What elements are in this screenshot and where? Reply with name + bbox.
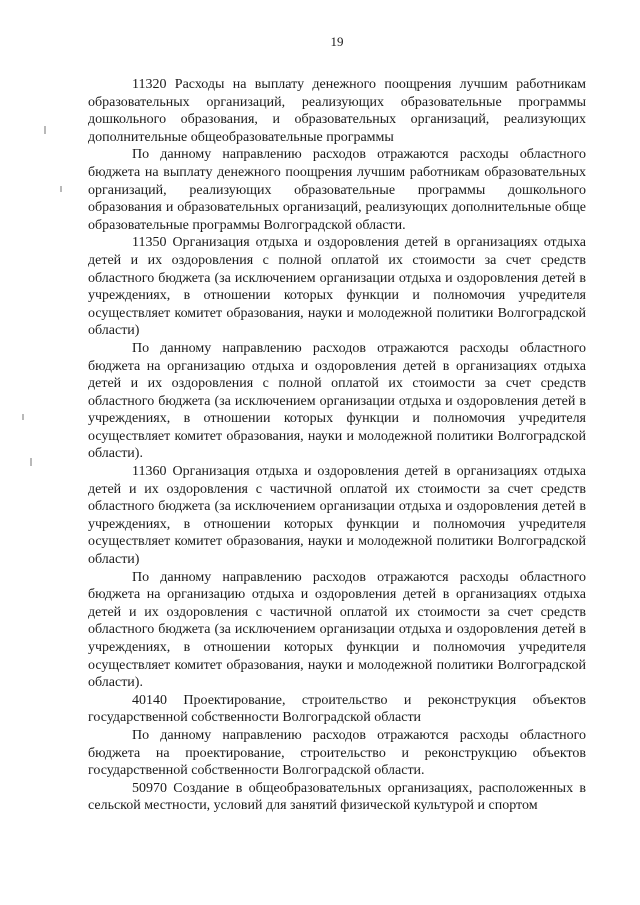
paragraph-50970-heading: 50970 Создание в общеобразовательных организациях, расположенных в сельской местности, условий для занятий физической культурой и спортом (88, 780, 586, 814)
scan-mark (30, 458, 32, 466)
paragraph-11350-description: По данному направлению расходов отражаются расходы областного бюджета на организацию отдыха и оздоровления детей в организациях отдыха детей и их оздоровления с полной оплатой их стоимости за счет средств областного бюджета (за исключением организации отдыха и оздоровления детей в учреждениях, в отношении которых функции и полномочия учредителя осуществляет комитет образования, науки и молодежной политики Волгоградской области). (88, 340, 586, 462)
paragraph-40140-heading: 40140 Проектирование, строительство и реконструкция объектов государственной собственности Волгоградской области (88, 692, 586, 726)
page-number: 19 (330, 34, 344, 49)
scan-mark (22, 414, 24, 420)
paragraph-11360-heading: 11360 Организация отдыха и оздоровления детей в организациях отдыха детей и их оздоровления с частичной оплатой их стоимости за счет средств областного бюджета (за исключением организации отдыха и оздоровления детей в учреждениях, в отношении которых функции и полномочия учредителя осуществляет комитет образования, науки и молодежной политики Волгоградской области) (88, 464, 586, 568)
paragraph-11350-heading: 11350 Организация отдыха и оздоровления детей в организациях отдыха детей и их оздоровления с полной оплатой их стоимости за счет средств областного бюджета (за исключением организации отдыха и оздоровления детей в учреждениях, в отношении которых функции и полномочия учредителя осуществляет комитет образования, науки и молодежной политики Волгоградской области) (88, 235, 586, 339)
scan-mark (60, 186, 62, 192)
paragraph-40140-description: По данному направлению расходов отражаются расходы областного бюджета на проектирование, строительство и реконструкцию объектов государственной собственности Волгоградской области. (88, 727, 586, 779)
scan-mark (44, 126, 46, 134)
paragraph-11320-heading: 11320 Расходы на выплату денежного поощрения лучшим работникам образовательных организаций, реализующих образовательные программы дошкольного образования, и образовательных организаций, реализующих дополнительные общеобразовательные программы (88, 77, 586, 145)
paragraph-11320-description: По данному направлению расходов отражаются расходы областного бюджета на выплату денежного поощрения лучшим работникам образовательных организаций, реализующих образовательные программы дошкольного образования и образовательных организаций, реализующих дополнительные обще образовательные программы Волгоградской области. (88, 147, 586, 233)
paragraph-11360-description: По данному направлению расходов отражаются расходы областного бюджета на организацию отдыха и оздоровления детей в организациях отдыха детей и их оздоровления с частичной оплатой их стоимости за счет средств областного бюджета (за исключением организации отдыха и оздоровления детей в учреждениях, в отношении которых функции и полномочия учредителя осуществляет комитет образования, науки и молодежной политики Волгоградской области). (88, 569, 586, 691)
